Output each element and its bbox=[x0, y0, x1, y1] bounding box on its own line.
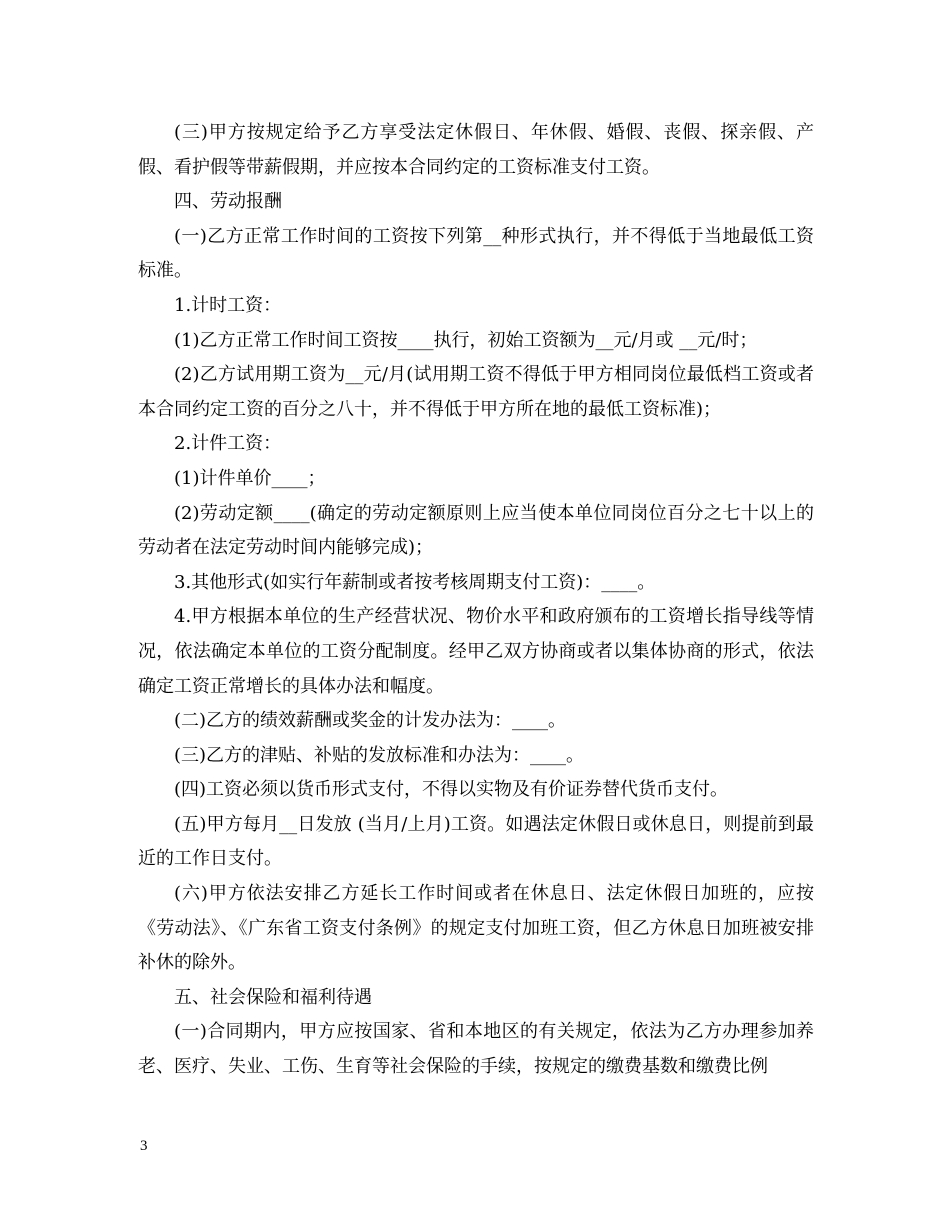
section-heading-labor-remuneration: 四、劳动报酬 bbox=[174, 191, 282, 213]
item-piece-unit-price: (1)计件单价____； bbox=[174, 467, 326, 489]
paragraph-pay-day: (五)甲方每月__日发放 (当月/上月)工资。如遇法定休假日或休息日，则提前到最近的工作日支付。 bbox=[138, 813, 814, 870]
paragraph-social-insurance: (一)合同期内，甲方应按国家、省和本地区的有关规定，依法为乙方办理参加养老、医疗、失业、工伤、生育等社会保险的手续，按规定的缴费基数和缴费比例 bbox=[138, 1021, 814, 1078]
paragraph-overtime: (六)甲方依法安排乙方延长工作时间或者在休息日、法定休假日加班的，应按《劳动法》、《广东省工资支付条例》的规定支付加班工资，但乙方休息日加班被安排补休的除外。 bbox=[138, 883, 814, 974]
paragraph-allowances: (三)乙方的津贴、补贴的发放标准和办法为：____。 bbox=[174, 744, 585, 766]
item-probation-wage: (2)乙方试用期工资为__元/月(试用期工资不得低于甲方相同岗位最低档工资或者本合同约定工资的百分之八十，并不得低于甲方所在地的最低工资标准)； bbox=[138, 364, 814, 420]
paragraph-wage-form: (一)乙方正常工作时间的工资按下列第__种形式执行，并不得低于当地最低工资标准。 bbox=[138, 225, 814, 282]
item-hourly-wage: 1.计时工资： bbox=[174, 294, 282, 316]
item-labor-quota: (2)劳动定额____(确定的劳动定额原则上应当使本单位同岗位百分之七十以上的劳动者在法定劳动时间内能够完成)； bbox=[138, 502, 814, 559]
page-number: 3 bbox=[140, 1138, 148, 1154]
paragraph-performance-pay: (二)乙方的绩效薪酬或奖金的计发办法为：____。 bbox=[174, 710, 567, 732]
paragraph-annual-leave: (三)甲方按规定给予乙方享受法定休假日、年休假、婚假、丧假、探亲假、产假、看护假等带薪假期，并应按本合同约定的工资标准支付工资。 bbox=[138, 122, 814, 178]
item-normal-wage: (1)乙方正常工作时间工资按____执行，初始工资额为__元/月或 __元/时； bbox=[174, 329, 758, 351]
section-heading-social-insurance: 五、社会保险和福利待遇 bbox=[174, 986, 372, 1008]
item-wage-distribution: 4.甲方根据本单位的生产经营状况、物价水平和政府颁布的工资增长指导线等情况，依法确定本单位的工资分配制度。经甲乙双方协商或者以集体协商的形式，依法确定工资正常增长的具体办法和幅度。 bbox=[138, 606, 814, 697]
document-body bbox=[138, 116, 814, 1085]
paragraph-currency-payment: (四)工资必须以货币形式支付，不得以实物及有价证券替代货币支付。 bbox=[174, 779, 729, 801]
item-other-forms: 3.其他形式(如实行年薪制或者按考核周期支付工资)：____。 bbox=[174, 571, 656, 593]
item-piece-wage: 2.计件工资： bbox=[174, 433, 282, 455]
